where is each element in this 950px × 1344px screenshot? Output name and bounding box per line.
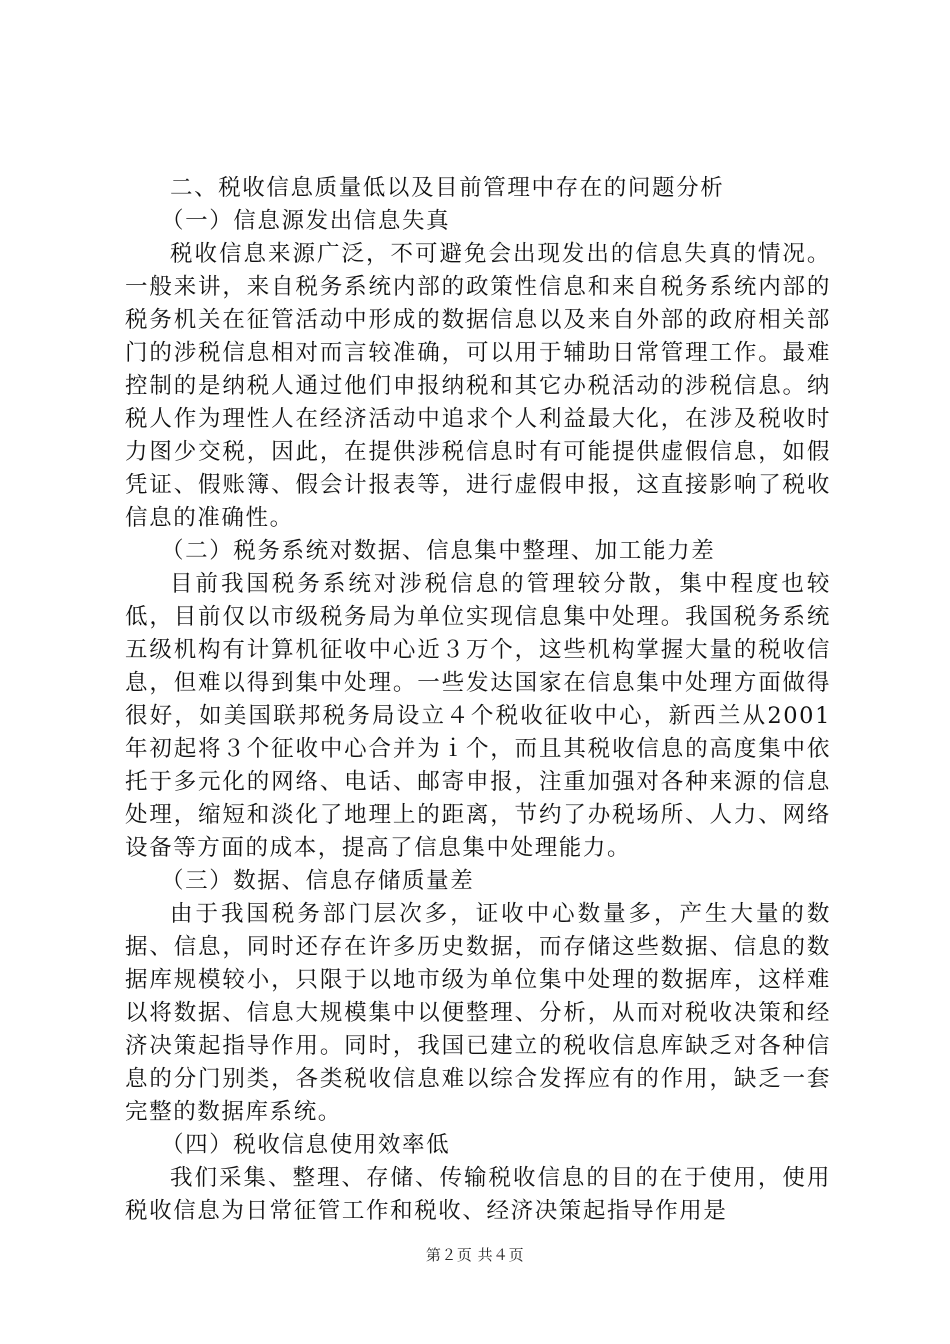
paragraph-4: 我们采集、整理、存储、传输税收信息的目的在于使用，使用税收信息为日常征管工作和税收、经济决策起指导作用是 [125, 1165, 831, 1224]
paragraph-2: 目前我国税务系统对涉税信息的管理较分散，集中程度也较低，目前仅以市级税务局为单位实现信息集中处理。我国税务系统五级机构有计算机征收中心近３万个，这些机构掌握大量的税收信息，但难以得到集中处理。一些发达国家在信息集中处理方面做得很好，如美国联邦税务局设立４个税收征收中心，新西兰从2001年初起将３个征收中心合并为ｉ个，而且其税收信息的高度集中依托于多元化的网络、电话、邮寄申报，注重加强对各种来源的信息处理，缩短和淡化了地理上的距离，节约了办税场所、人力、网络设备等方面的成本，提高了信息集中处理能力。 [125, 571, 831, 861]
subsection-heading-3: （三）数据、信息存储质量差 [161, 868, 475, 894]
section-heading: 二、税收信息质量低以及目前管理中存在的问题分析 [170, 175, 725, 201]
page-number-footer: 第２页 共４页 [425, 1246, 525, 1264]
paragraph-1: 税收信息来源广泛，不可避免会出现发出的信息失真的情况。一般来讲，来自税务系统内部的政策性信息和来自税务系统内部的税务机关在征管活动中形成的数据信息以及来自外部的政府相关部门的涉税信息相对而言较准确，可以用于辅助日常管理工作。最难控制的是纳税人通过他们申报纳税和其它办税活动的涉税信息。纳税人作为理性人在经济活动中追求个人利益最大化，在涉及税收时力图少交税，因此，在提供涉税信息时有可能提供虚假信息，如假凭证、假账簿、假会计报表等，进行虚假申报，这直接影响了税收信息的准确性。 [125, 241, 831, 531]
subsection-heading-1: （一）信息源发出信息失真 [161, 208, 451, 234]
subsection-heading-2: （二）税务系统对数据、信息集中整理、加工能力差 [161, 538, 716, 564]
subsection-heading-4: （四）税收信息使用效率低 [161, 1132, 451, 1158]
paragraph-3: 由于我国税务部门层次多，证收中心数量多，产生大量的数据、信息，同时还存在许多历史数据，而存储这些数据、信息的数据库规模较小，只限于以地市级为单位集中处理的数据库，这样难以将数据、信息大规模集中以便整理、分析，从而对税收决策和经济决策起指导作用。同时，我国已建立的税收信息库缺乏对各种信息的分门别类，各类税收信息难以综合发挥应有的作用，缺乏一套完整的数据库系统。 [125, 901, 831, 1125]
document-body [125, 172, 831, 1228]
